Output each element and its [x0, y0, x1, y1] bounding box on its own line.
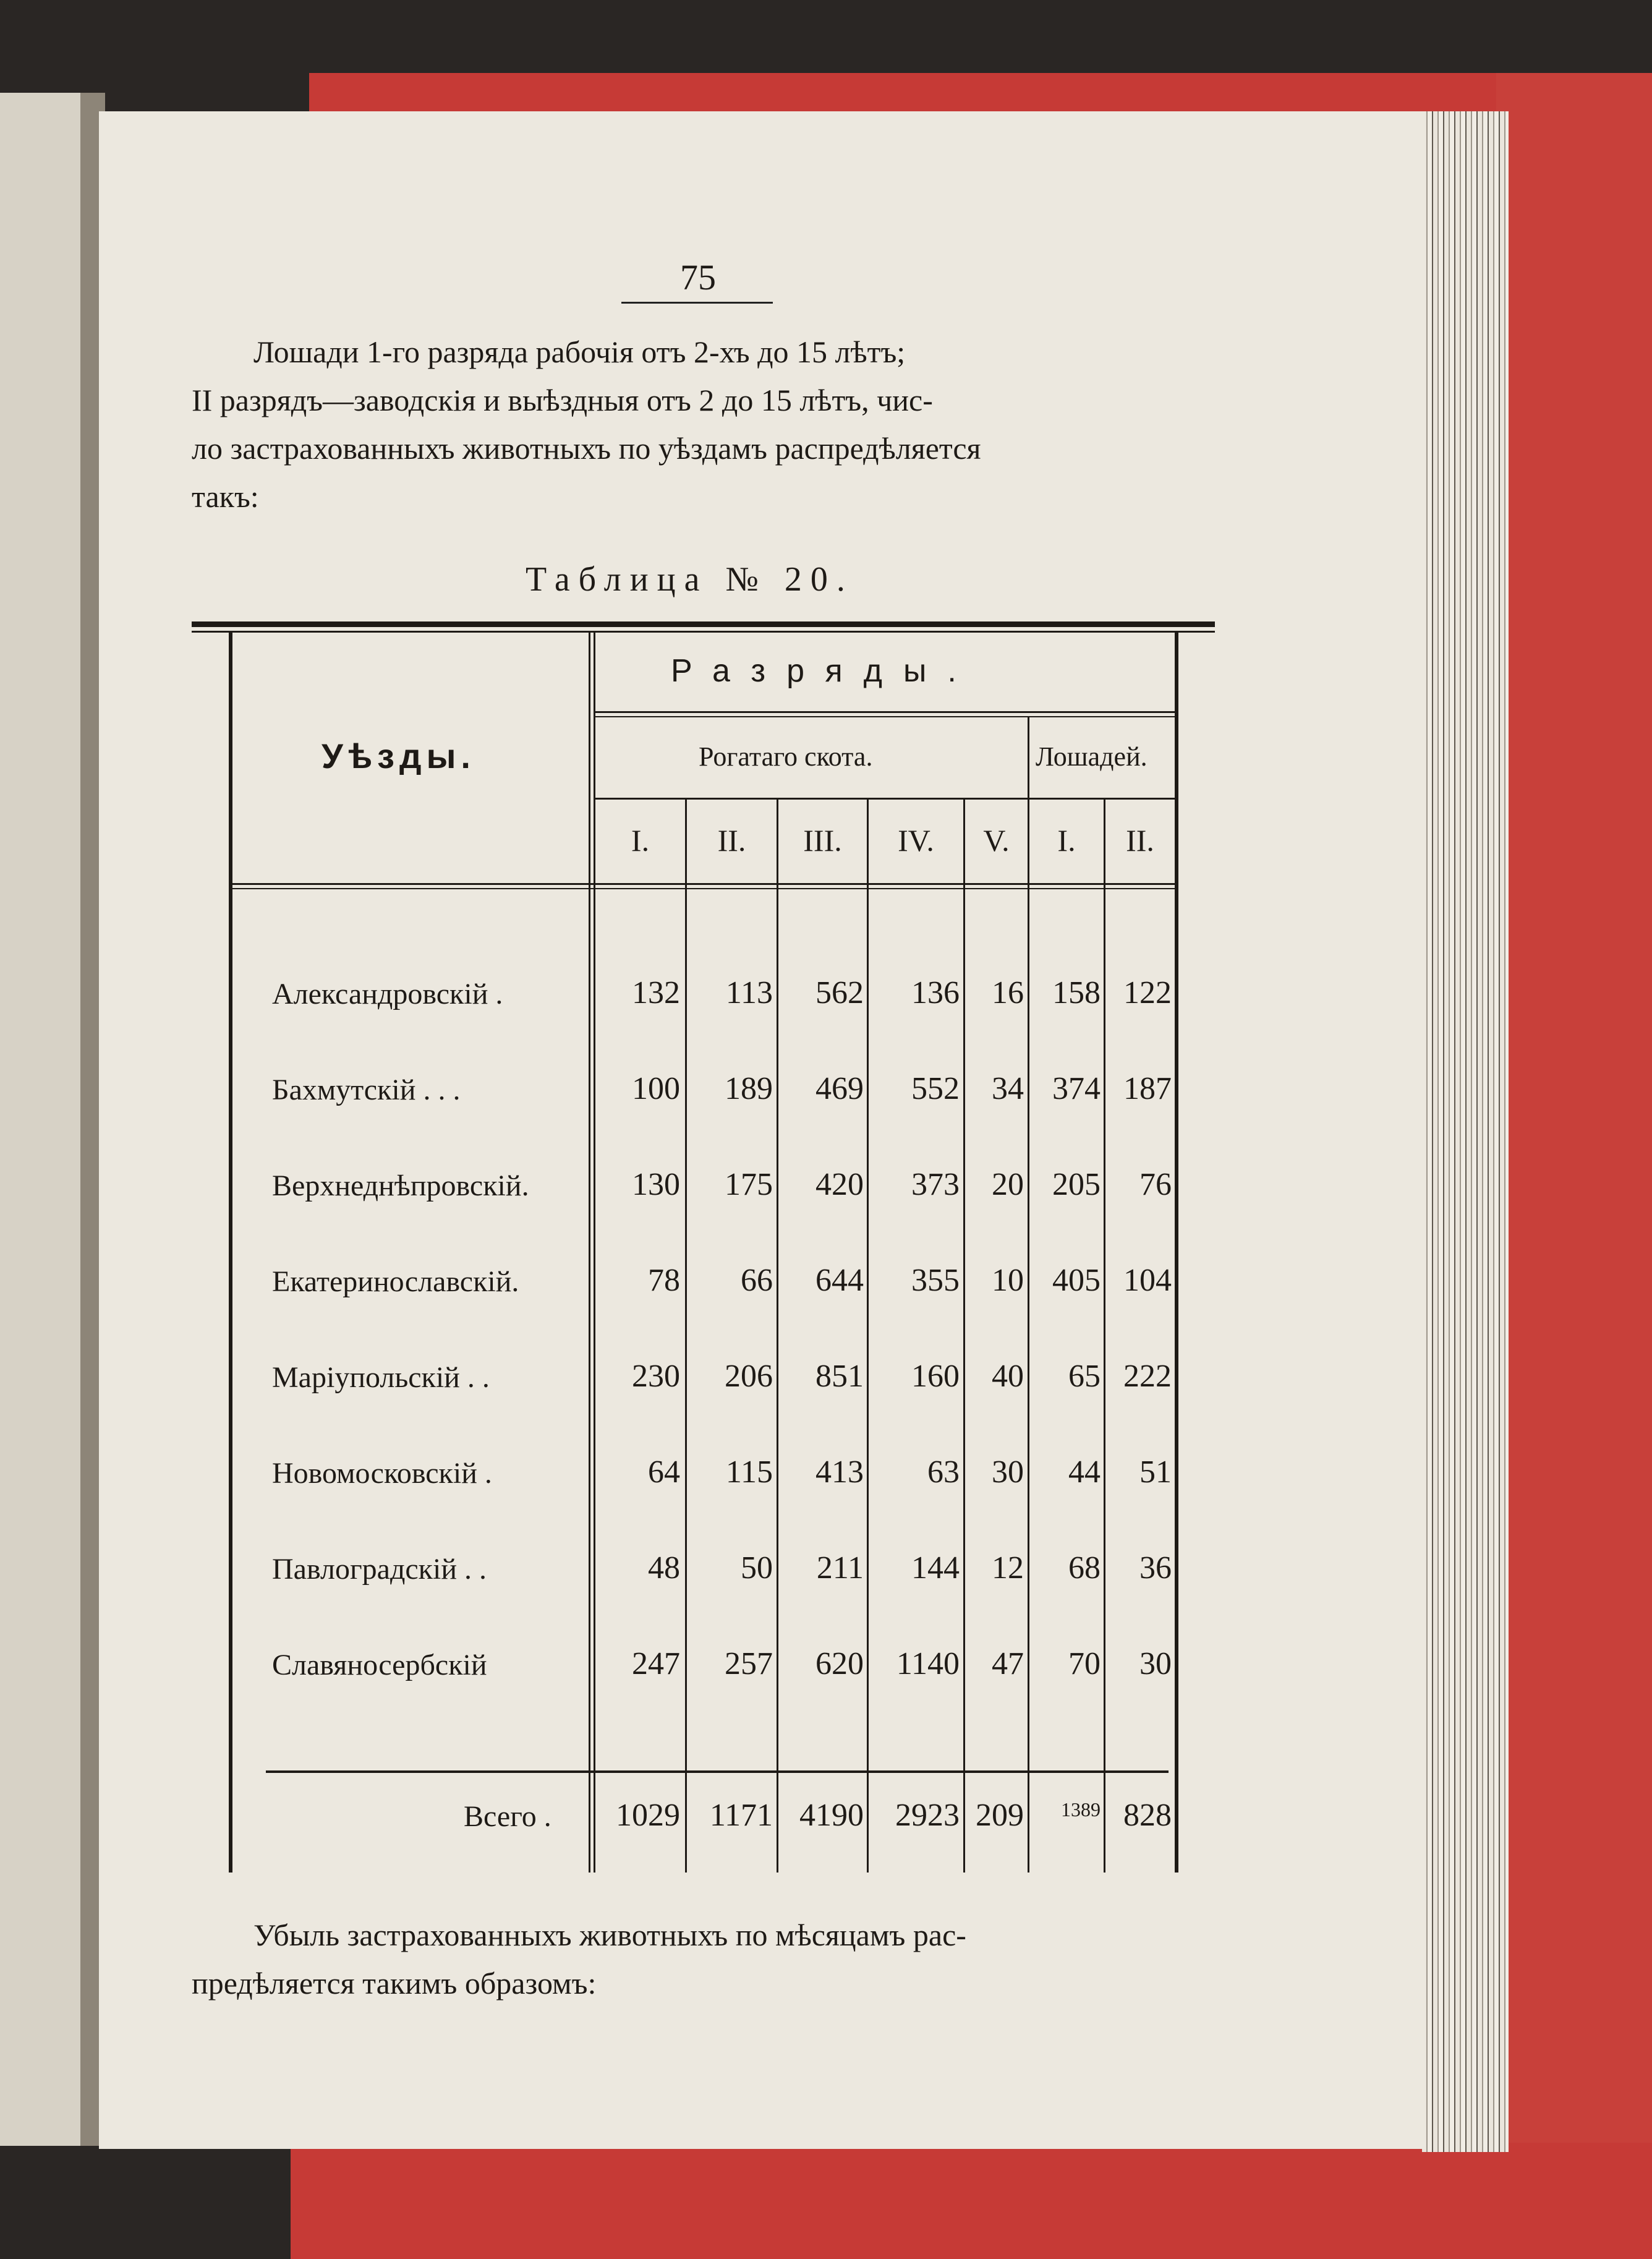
- table-cell: 620: [815, 1646, 864, 1681]
- total-cell: 1389: [1061, 1798, 1101, 1821]
- table-cell: 211: [816, 1550, 864, 1586]
- table-cell: 122: [1123, 975, 1172, 1010]
- table-cell: 68: [1068, 1550, 1101, 1586]
- outro-line: Убыль застрахованныхъ животныхъ по мѣсяцамъ рас-: [253, 1918, 966, 1952]
- table-cell: 20: [992, 1167, 1024, 1202]
- intro-line: такъ:: [192, 479, 259, 514]
- column-header: V.: [983, 823, 1010, 858]
- table-cell: 405: [1052, 1263, 1101, 1298]
- table-cell: 113: [725, 975, 773, 1010]
- page-stack-edges: [1422, 111, 1509, 2152]
- total-cell: 4190: [799, 1798, 864, 1833]
- table-cell: 10: [992, 1263, 1024, 1298]
- row-district-name: Маріупольскій . .: [272, 1361, 490, 1394]
- column-header: I.: [1057, 823, 1076, 858]
- column-header: IV.: [898, 823, 934, 858]
- intro-paragraph: [192, 328, 1212, 521]
- header-bottom-rule: [232, 883, 1175, 885]
- row-district-name: Павлоградскій . .: [272, 1553, 487, 1586]
- table-cell: 257: [725, 1646, 773, 1681]
- table-cell: 104: [1123, 1263, 1172, 1298]
- table-cell: 47: [992, 1646, 1024, 1681]
- column-header: II.: [717, 823, 746, 858]
- intro-line: ло застрахованныхъ животныхъ по уѣздамъ распредѣляется: [192, 431, 981, 466]
- table-cell: 50: [741, 1550, 773, 1586]
- outro-line: предѣляется такимъ образомъ:: [192, 1966, 597, 2001]
- table-cell: 373: [911, 1167, 960, 1202]
- table-cell: 247: [632, 1646, 680, 1681]
- table-cell: 12: [992, 1550, 1024, 1586]
- row-district-name: Екатеринославскій.: [272, 1265, 519, 1298]
- table-cell: 230: [632, 1359, 680, 1394]
- table-cell: 644: [815, 1263, 864, 1298]
- header-cattle: Рогатаго скота.: [699, 741, 873, 772]
- table-cell: 66: [741, 1263, 773, 1298]
- table-cell: 36: [1139, 1550, 1172, 1586]
- table-cell: 469: [815, 1071, 864, 1106]
- table-cell: 40: [992, 1359, 1024, 1394]
- total-rule: [266, 1770, 1169, 1773]
- table-cell: 189: [725, 1071, 773, 1106]
- table-col-divider: [589, 633, 590, 1873]
- table-cell: 205: [1052, 1167, 1101, 1202]
- table-cell: 30: [1139, 1646, 1172, 1681]
- table-cell: 63: [927, 1454, 960, 1490]
- column-header: I.: [631, 823, 650, 858]
- header-uezdy: Уѣзды.: [321, 737, 475, 775]
- column-header: III.: [803, 823, 842, 858]
- table-col-divider: [777, 798, 778, 1873]
- outro-paragraph: [192, 1911, 1212, 2007]
- table-cell: 144: [911, 1550, 960, 1586]
- page-number-rule: [621, 302, 773, 304]
- book-cover-bottom: [291, 2143, 1652, 2259]
- header-razryady: Разряды.: [671, 653, 977, 689]
- header-rule: [595, 716, 1175, 717]
- table-cell: 65: [1068, 1359, 1101, 1394]
- table-right-border: [1175, 633, 1178, 1873]
- table-cell: 64: [648, 1454, 680, 1490]
- table-cell: 355: [911, 1263, 960, 1298]
- column-header: II.: [1126, 823, 1154, 858]
- row-district-name: Верхнеднѣпровскій.: [272, 1169, 529, 1202]
- book-cover-right: [1496, 73, 1652, 2259]
- total-label: Всего .: [464, 1800, 551, 1833]
- total-cell: 209: [976, 1798, 1024, 1833]
- table-cell: 70: [1068, 1646, 1101, 1681]
- table-cell: 136: [911, 975, 960, 1010]
- table-cell: 175: [725, 1167, 773, 1202]
- intro-line: II разрядъ—заводскія и выѣздныя отъ 2 до 15 лѣтъ, чис-: [192, 383, 933, 417]
- table-cell: 132: [632, 975, 680, 1010]
- table-top-rule-thin: [192, 631, 1215, 633]
- table-cell: 48: [648, 1550, 680, 1586]
- table-cell: 76: [1139, 1167, 1172, 1202]
- table-cell: 374: [1052, 1071, 1101, 1106]
- total-cell: 1029: [616, 1798, 680, 1833]
- table-col-divider: [867, 798, 869, 1873]
- table-cell: 34: [992, 1071, 1024, 1106]
- table-cell: 222: [1123, 1359, 1172, 1394]
- table-cell: 100: [632, 1071, 680, 1106]
- table-cell: 413: [815, 1454, 864, 1490]
- table-cell: 206: [725, 1359, 773, 1394]
- table-cell: 851: [815, 1359, 864, 1394]
- table-cell: 552: [911, 1071, 960, 1106]
- total-cell: 2923: [895, 1798, 960, 1833]
- header-horses: Лошадей.: [1036, 741, 1147, 772]
- table-cell: 160: [911, 1359, 960, 1394]
- table-cell: 158: [1052, 975, 1101, 1010]
- table-cell: 130: [632, 1167, 680, 1202]
- total-cell: 828: [1123, 1798, 1172, 1833]
- header-bottom-rule: [232, 888, 1175, 889]
- row-district-name: Александровскій .: [272, 978, 503, 1010]
- table-cell: 44: [1068, 1454, 1101, 1490]
- table-cell: 562: [815, 975, 864, 1010]
- table-col-divider: [685, 798, 687, 1873]
- row-district-name: Бахмутскій . . .: [272, 1074, 461, 1106]
- header-rule: [595, 711, 1175, 713]
- table-col-divider: [1104, 798, 1105, 1873]
- table-cell: 1140: [896, 1646, 960, 1681]
- table-cell: 78: [648, 1263, 680, 1298]
- table-cell: 30: [992, 1454, 1024, 1490]
- table-col-divider: [594, 633, 595, 1873]
- page-number: 75: [680, 257, 716, 297]
- header-rule: [595, 798, 1175, 800]
- table-cell: 51: [1139, 1454, 1172, 1490]
- table-left-border: [229, 633, 232, 1873]
- table-title: Таблица № 20.: [526, 560, 854, 599]
- row-district-name: Славяносербскій: [272, 1649, 487, 1681]
- intro-line: Лошади 1-го разряда рабочія отъ 2-хъ до 15 лѣтъ;: [253, 335, 906, 369]
- table-cell: 115: [725, 1454, 773, 1490]
- row-district-name: Новомосковскій .: [272, 1457, 492, 1490]
- total-cell: 1171: [709, 1798, 773, 1833]
- table-top-rule: [192, 621, 1215, 627]
- table-col-divider: [963, 798, 965, 1873]
- table-cell: 420: [815, 1167, 864, 1202]
- table-cell: 187: [1123, 1071, 1172, 1106]
- table-cell: 16: [992, 975, 1024, 1010]
